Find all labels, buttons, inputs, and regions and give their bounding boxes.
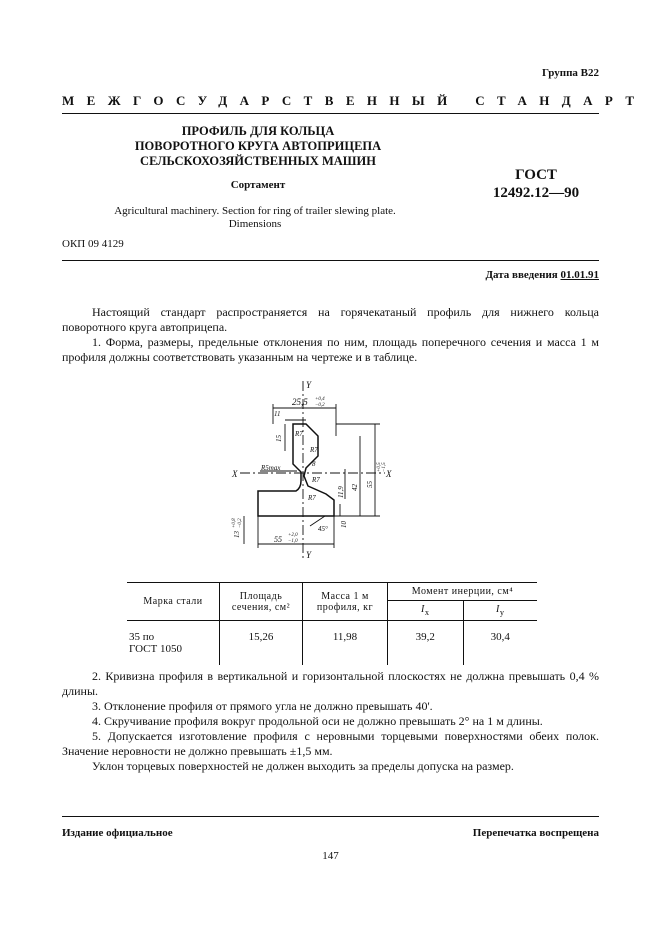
page-number: 147 bbox=[322, 850, 339, 862]
header-ix-sub: x bbox=[424, 608, 430, 617]
cell-area: 15,26 bbox=[220, 621, 303, 666]
intro-date-value: 01.01.91 bbox=[560, 269, 599, 281]
intro-paragraph: Настоящий стандарт распространяется на горячекатаный профиль для нижнего кольца поворотного круга автоприцепа. bbox=[62, 305, 599, 334]
official-edition: Издание официальное bbox=[62, 827, 173, 839]
dim-55-bottom-label: 55 bbox=[274, 535, 282, 544]
gost-number: 12492.12—90 bbox=[492, 185, 580, 201]
title-line-2: ПОВОРОТНОГО КРУГА АВТОПРИЦЕПА bbox=[134, 139, 382, 153]
gost-label: ГОСТ bbox=[515, 167, 557, 183]
header-iy-symbol: I bbox=[495, 604, 500, 615]
axis-x-right-label: X bbox=[386, 469, 392, 479]
dim-13-label: 13 bbox=[233, 531, 241, 538]
cell-steel-line-1: 35 по bbox=[129, 631, 155, 643]
profile-drawing bbox=[200, 376, 420, 566]
header-mass: Масса 1 м профиля, кг bbox=[303, 583, 388, 621]
properties-table bbox=[127, 583, 537, 665]
header-area: Площадь сечения, см² bbox=[220, 583, 303, 621]
header-iy bbox=[463, 601, 537, 621]
dim-25-5-tol-dn: −0,2 bbox=[315, 403, 325, 408]
r7-mid-label: R7 bbox=[310, 446, 318, 454]
header-iy-sub: y bbox=[499, 608, 505, 617]
dim-25-5-tol-up: +0,4 bbox=[315, 397, 325, 402]
english-title-line-1: Agricultural machinery. Section for ring of trailer slewing plate. bbox=[114, 205, 396, 217]
standard-type-heading: МЕЖГОСУДАРСТВЕННЫЙ СТАНДАРТ bbox=[62, 93, 647, 108]
okp-rule bbox=[62, 260, 599, 261]
dim-13-tol-dn: −0,2 bbox=[238, 518, 243, 528]
dim-11-label: 11 bbox=[274, 410, 281, 418]
cell-steel-line-2: ГОСТ 1050 bbox=[129, 643, 182, 655]
dim-55-bottom-tol-up: +2,0 bbox=[288, 533, 298, 538]
gost-designation bbox=[486, 166, 586, 202]
dim-55-bottom-tol-dn: −1,0 bbox=[288, 539, 298, 544]
note-4: 4. Скручивание профиля вокруг продольной оси не должно превышать 2° на 1 м длины. bbox=[92, 714, 543, 728]
dim-15-label: 15 bbox=[275, 435, 283, 442]
header-ix bbox=[388, 601, 464, 621]
cell-mass: 11,98 bbox=[303, 621, 388, 666]
axis-x-left-label: X bbox=[232, 469, 238, 479]
english-title-line-2: Dimensions bbox=[228, 218, 282, 230]
header-moment: Момент инерции, см⁴ bbox=[388, 583, 538, 601]
dim-45-label: 45° bbox=[318, 525, 328, 533]
dim-11-9-label: 11,9 bbox=[337, 486, 345, 498]
note-5: 5. Допускается изготовление профиля с неровными торцевыми поверхностями обеих полок. Значение неровности не должно превышать ±1,5 мм. bbox=[62, 729, 599, 758]
dim-10-label: 10 bbox=[340, 521, 348, 528]
group-code: Группа В22 bbox=[541, 67, 599, 79]
okp-code: ОКП 09 4129 bbox=[62, 238, 124, 250]
note-6: Уклон торцевых поверхностей не должен выходить за пределы допуска на размер. bbox=[92, 759, 514, 773]
r7-low-label: R7 bbox=[312, 476, 320, 484]
reprint-prohibited: Перепечатка воспрещена bbox=[472, 827, 599, 839]
title-line-3: СЕЛЬСКОХОЗЯЙСТВЕННЫХ МАШИН bbox=[140, 154, 376, 168]
r7-top-label: R7 bbox=[295, 430, 303, 438]
dim-8-label: 8 bbox=[312, 460, 316, 468]
axis-y-top-label: Y bbox=[306, 380, 312, 390]
cell-steel bbox=[127, 621, 220, 666]
r5max-label: R5max bbox=[261, 464, 281, 472]
note-3: 3. Отклонение профиля от прямого угла не должно превышать 40'. bbox=[92, 699, 433, 713]
header-steel: Марка стали bbox=[127, 583, 220, 621]
note-2: 2. Кривизна профиля в вертикальной и горизонтальной плоскостях не должна превышать 0,4 % длины. bbox=[62, 669, 599, 698]
cell-iy: 30,4 bbox=[490, 631, 510, 643]
dim-13-tol-up: +0,8 bbox=[232, 518, 237, 528]
dim-42-label: 42 bbox=[351, 484, 359, 491]
header-ix-symbol: I bbox=[420, 604, 425, 615]
document-title bbox=[100, 124, 416, 169]
paragraph-1: 1. Форма, размеры, предельные отклонения по ним, площадь поперечного сечения и масса 1 м профиля должны соответствовать указанным на чертеже и в таблице. bbox=[62, 335, 599, 364]
footer-rule bbox=[62, 816, 599, 817]
english-title bbox=[80, 205, 430, 231]
title-line-1: ПРОФИЛЬ ДЛЯ КОЛЬЦА bbox=[181, 124, 335, 138]
intro-date-label: Дата введения bbox=[485, 269, 558, 281]
table-row bbox=[127, 621, 537, 666]
r7-bottom-label: R7 bbox=[308, 494, 316, 502]
dim-55-tol-up: +0,5 bbox=[377, 462, 382, 472]
dim-55-tol-dn: −1,5 bbox=[382, 462, 387, 472]
header-rule bbox=[62, 113, 599, 114]
dim-55-label: 55 bbox=[366, 481, 374, 488]
intro-date bbox=[485, 269, 599, 281]
cell-ix: 39,2 bbox=[388, 621, 464, 666]
dim-25-5-label: 25,5 bbox=[292, 397, 308, 407]
document-subtitle: Сортамент bbox=[230, 179, 286, 191]
axis-y-bottom-label: Y bbox=[306, 550, 312, 560]
